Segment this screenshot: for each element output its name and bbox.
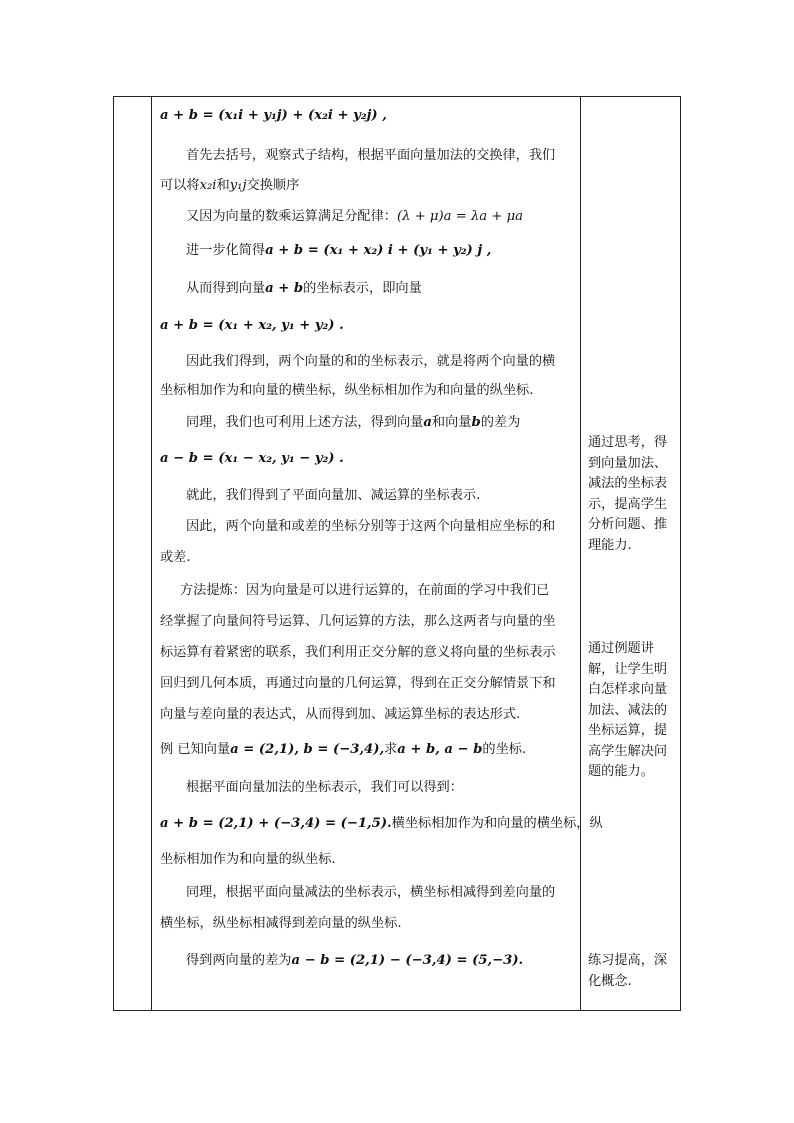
formula-distributive: (λ + μ)a = λa + μa — [397, 209, 524, 224]
text-line: 因此，两个向量和或差的坐标分别等于这两个向量相应坐标的和 — [186, 519, 556, 534]
text-line: 可以将x₂i和y₁j交换顺序 — [160, 178, 300, 193]
formula-example-difference: a − b = (2,1) − (−3,4) = (5,−3). — [291, 953, 524, 968]
text-line: 得到两向量的差为a − b = (2,1) − (−3,4) = (5,−3). — [186, 953, 524, 968]
table-left-column — [114, 97, 152, 1010]
text-line: 同理，我们也可利用上述方法，得到向量a和向量b的差为 — [186, 415, 521, 430]
text-line: 首先去括号，观察式子结构，根据平面向量加法的交换律，我们 — [186, 148, 556, 163]
text-line: 经掌握了向量间符号运算、几何运算的方法，那么这两者与向量的坐 — [160, 614, 556, 629]
note-example: 通过例题讲解，让学生明白怎样求向量加法、减法的坐标运算，提高学生解决问题的能力。 — [588, 641, 668, 779]
formula-sum-coordinates: a + b = (x₁ + x₂, y₁ + y₂) . — [160, 318, 344, 333]
text-line: 又因为向量的数乘运算满足分配律：(λ + μ)a = λa + μa — [186, 209, 524, 224]
formula-simplified: a + b = (x₁ + x₂) i + (y₁ + y₂) j , — [265, 243, 492, 258]
formula-example-sum: a + b = (2,1) + (−3,4) = (−1,5). — [160, 816, 392, 831]
text-line: 因此我们得到，两个向量的和的坐标表示，就是将两个向量的横 — [186, 354, 556, 369]
text-line: 回归到几何本质，再通过向量的几何运算，得到在正交分解情景下和 — [160, 676, 556, 691]
text-line: 进一步化简得a + b = (x₁ + x₂) i + (y₁ + y₂) j , — [186, 243, 492, 258]
method-summary-line: 方法提炼：因为向量是可以进行运算的，在前面的学习中我们已 — [180, 583, 550, 598]
text-line: 坐标相加作为和向量的横坐标，纵坐标相加作为和向量的纵坐标. — [160, 383, 534, 398]
formula-difference-coordinates: a − b = (x₁ − x₂, y₁ − y₂) . — [160, 451, 344, 466]
note-derivation: 通过思考，得到向量加法、减法的坐标表示，提高学生分析问题、推理能力. — [588, 435, 668, 553]
text-line: 向量与差向量的表达式，从而得到加、减运算坐标的表达形式. — [160, 707, 521, 722]
text-line: 坐标相加作为和向量的纵坐标. — [160, 852, 336, 867]
note-practice: 练习提高，深化概念. — [588, 953, 668, 989]
text-line: 同理，根据平面向量减法的坐标表示，横坐标相减得到差向量的 — [186, 885, 556, 900]
example-line: 例 已知向量a = (2,1), b = (−3,4),求a + b, a − b的坐标. — [160, 742, 527, 757]
lesson-table — [113, 96, 681, 1011]
text-line: a + b = (2,1) + (−3,4) = (−1,5).横坐标相加作为和向量的横坐标，纵 — [160, 816, 603, 831]
table-main-column — [152, 97, 603, 1010]
table-notes-column — [581, 97, 680, 1010]
text-line: 标运算有着紧密的联系，我们利用正交分解的意义将向量的坐标表示 — [160, 645, 556, 660]
formula-sum-expansion: a + b = (x₁i + y₁j) + (x₂i + y₂j) , — [160, 108, 387, 123]
text-line: 就此，我们得到了平面向量加、减运算的坐标表示. — [186, 488, 481, 503]
text-line: 根据平面向量加法的坐标表示，我们可以得到： — [186, 780, 463, 795]
text-line: 横坐标，纵坐标相减得到差向量的纵坐标. — [160, 916, 402, 931]
text-line: 或差. — [160, 550, 191, 565]
text-line: 从而得到向量a + b的坐标表示，即向量 — [186, 281, 422, 296]
